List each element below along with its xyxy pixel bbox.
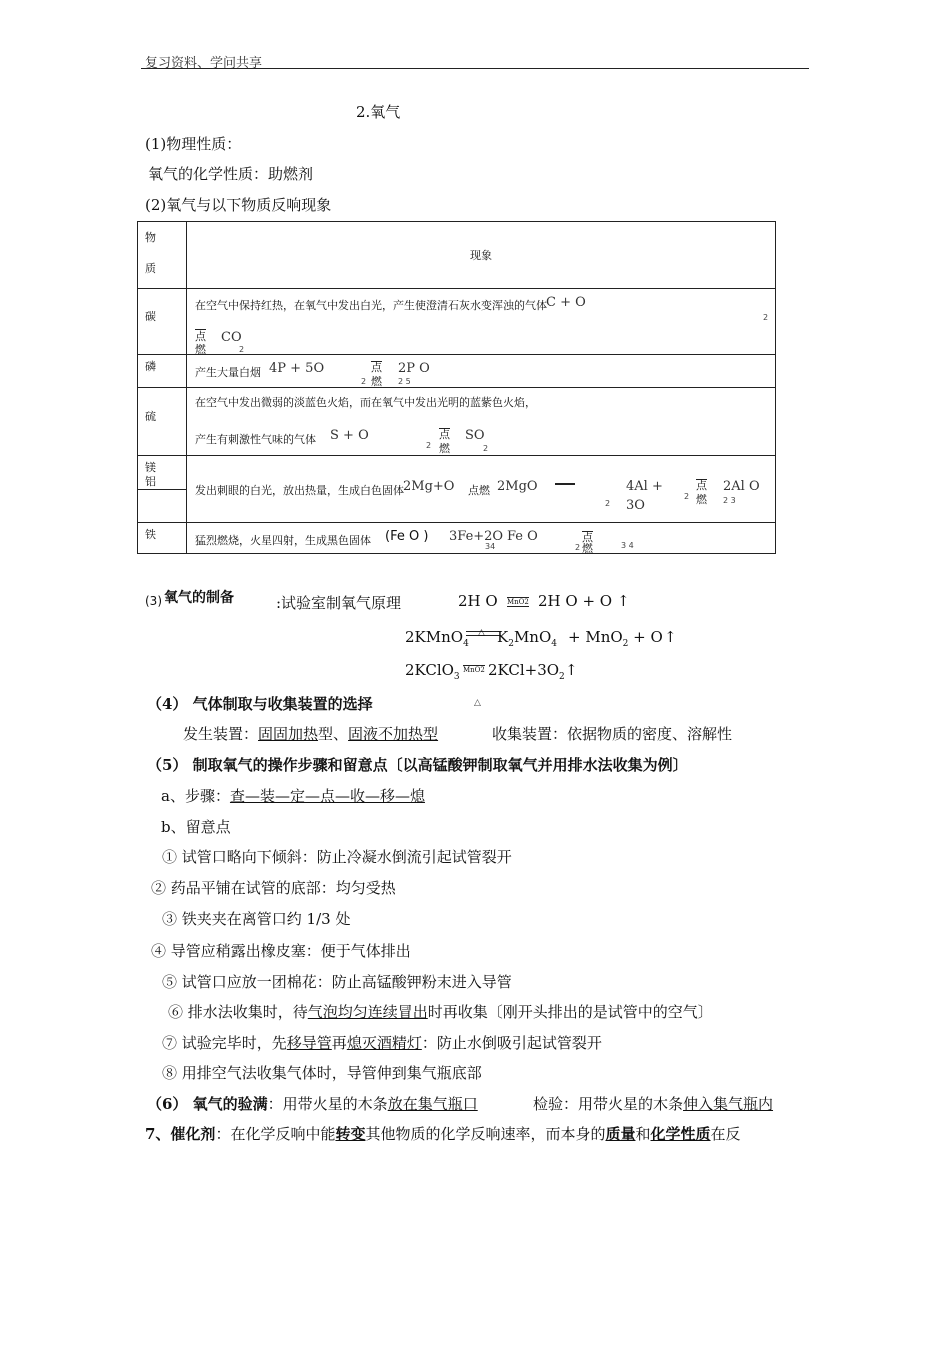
iron-name: 铁 <box>145 528 156 541</box>
phosphorus-sub-o: 2 <box>361 377 367 386</box>
iron-sub-o: 2 <box>575 543 581 552</box>
prep-eq1-left: 2H O <box>458 592 498 610</box>
al-product: 2Al O <box>723 479 760 494</box>
sec7-line: 7、催化剂：在化学反响中能转变其他物质的化学反响速率，而本身的质量和化学性质在反 <box>145 1125 741 1143</box>
sulfur-cond-2: 燃 <box>439 442 450 455</box>
note-6: ⑥ 排水法收集时，待气泡均匀连续冒出时再收集〔刚开头排出的是试管中的空气〕 <box>168 1003 713 1021</box>
sulfur-name: 硫 <box>145 410 156 423</box>
sulfur-product: SO <box>465 428 485 443</box>
prep-eq3-b: $2KCl+3O_2$ <box>488 661 565 682</box>
iron-product: Fe O <box>507 529 538 544</box>
header-rule <box>141 68 809 69</box>
phosphorus-equation: 4P + 5O <box>269 361 325 376</box>
note-5: ⑤ 试管口应放一团棉花：防止高锰酸钾粉末进入导管 <box>162 973 512 991</box>
prep-principle: :试验室制氧气原理 <box>276 594 402 612</box>
carbon-equation: C + O <box>546 295 586 310</box>
mg-product: 2MgO <box>497 479 538 494</box>
iron-formula: (Fe O ) <box>385 529 429 544</box>
al-equation-2: 3O <box>626 498 645 513</box>
sulfur-text-1: 在空气中发出微弱的淡蓝色火焰，而在氧气中发出光明的蓝紫色火焰， <box>195 396 536 409</box>
carbon-cond-2: 燃 <box>195 343 206 356</box>
header-substance-1: 物 <box>145 231 156 244</box>
mg-al-divider <box>138 489 187 490</box>
iron-overlay-digits: 34 <box>485 542 496 551</box>
note-8: ⑧ 用排空气法收集气体时，导管伸到集气瓶底部 <box>162 1064 482 1082</box>
prep-number: (3) <box>145 594 162 608</box>
iron-text: 猛烈燃烧，火星四射，生成黑色固体 <box>195 534 371 547</box>
mg-al-name-cell <box>138 456 187 523</box>
header-substance-2: 质 <box>145 262 156 275</box>
carbon-text: 在空气中保持红热，在氧气中发出白光，产生使澄清石灰水变浑浊的气体 <box>195 299 547 312</box>
sec6-check: 检验：用带火星的木条伸入集气瓶内 <box>533 1095 774 1113</box>
carbon-name-cell <box>138 289 187 355</box>
sec5-notes-label: b、留意点 <box>161 818 231 836</box>
sec5-steps: a、步骤：查—装—定—点—收—移—熄 <box>161 787 425 805</box>
phosphorus-name-cell <box>138 355 187 388</box>
mg-sub: 2 <box>605 499 611 508</box>
phosphorus-name: 磷 <box>145 360 156 373</box>
al-equation-1: 4Al + <box>626 479 663 494</box>
sulfur-cond-1: 点 <box>439 428 450 441</box>
al-cond-1: 点 <box>696 479 707 492</box>
table-row-mg-al <box>138 456 776 523</box>
section-title: 2.氧气 <box>356 103 401 121</box>
prep-eq3-arrow: ↑ <box>565 661 578 679</box>
al-sub-o: 2 <box>684 492 690 501</box>
sulfur-name-cell <box>138 388 187 456</box>
sulfur-text-2: 产生有刺激性气味的气体 <box>195 433 316 446</box>
mg-al-text: 发出刺眼的白光，放出热量，生成白色固体 <box>195 484 404 497</box>
carbon-product-sub: 2 <box>239 345 245 354</box>
sec5-title: （5） 制取氧气的操作步骤和留意点〔以高锰酸钾制取氧气并用排水法收集为例〕 <box>147 756 688 774</box>
iron-equation: 3Fe+2O <box>449 529 504 544</box>
phosphorus-text: 产生大量白烟 <box>195 366 261 379</box>
sulfur-product-sub: 2 <box>483 444 489 453</box>
phosphorus-cond-2: 燃 <box>371 375 382 388</box>
sec4-collector: 收集装置：依据物质的密度、溶解性 <box>492 725 733 743</box>
header-phenomenon-cell <box>187 222 776 289</box>
physical-property: (1)物理性质： <box>145 135 242 153</box>
table-row-carbon <box>138 289 776 355</box>
header-phenomenon: 现象 <box>470 249 492 262</box>
reaction-intro: (2)氧气与以下物质反响现象 <box>145 196 332 214</box>
prep-label: 氧气的制备 <box>164 590 234 606</box>
carbon-name: 碳 <box>145 310 156 323</box>
page-header: 复习资料、学问共享 <box>145 56 263 71</box>
sulfur-desc-cell <box>187 388 776 456</box>
prep-eq2-a: 2KMnO$_4$ <box>405 628 469 649</box>
table-row-sulfur <box>138 388 776 456</box>
chemical-property: 氧气的化学性质：助燃剂 <box>148 165 314 183</box>
prep-eq1-arrow: ↑ <box>617 592 630 610</box>
phosphorus-cond-1: 点 <box>371 361 382 374</box>
mg-al-desc-cell <box>187 456 776 523</box>
prep-eq2-b: $K_2MnO_4$ <box>497 628 558 649</box>
table-row-phosphorus <box>138 355 776 388</box>
sec4-title: （4） 气体制取与收集装置的选择 <box>147 695 373 713</box>
table-header-row <box>138 222 776 289</box>
iron-product-sub: 3 4 <box>621 541 634 550</box>
iron-cond-2: 燃 <box>582 542 593 555</box>
table-row-iron <box>138 523 776 554</box>
mg-equation: 2Mg+O <box>403 479 455 494</box>
reaction-table <box>137 221 776 554</box>
note-2: ② 药品平铺在试管的底部：均匀受热 <box>151 879 396 897</box>
note-7: ⑦ 试验完毕时，先移导管再熄灭酒精灯：防止水倒吸引起试管裂开 <box>162 1034 602 1052</box>
phosphorus-product: 2P O <box>398 361 430 376</box>
prep-eq3-a: 2KClO$_3$ <box>405 661 460 682</box>
al-cond-2: 燃 <box>696 493 707 506</box>
note-4: ④ 导管应稍露出橡皮塞：便于气体排出 <box>151 942 411 960</box>
carbon-desc-cell <box>187 289 776 355</box>
note-3: ③ 铁夹夹在离管口约 1/3 处 <box>162 910 351 928</box>
iron-cond-1: 点 <box>582 531 593 544</box>
prep-eq2-heat: △ <box>478 628 485 638</box>
carbon-sub: 2 <box>763 313 769 322</box>
mg-name: 镁 <box>145 461 156 474</box>
sec6-line: （6） 氧气的验满：用带火星的木条放在集气瓶口 <box>147 1095 478 1113</box>
header-substance-cell <box>138 222 187 289</box>
carbon-cond-1: 点 <box>195 330 206 343</box>
mg-condition: 点燃 <box>468 484 490 497</box>
prep-eq3-heat: △ <box>474 698 481 708</box>
carbon-product: CO <box>221 330 242 345</box>
iron-name-cell <box>138 523 187 554</box>
mg-equals-bar <box>555 483 575 485</box>
phosphorus-desc-cell <box>187 355 776 388</box>
phosphorus-product-sub: 2 5 <box>398 377 411 386</box>
prep-eq1-right: 2H O + O <box>538 592 613 610</box>
sulfur-equation: S + O <box>330 428 369 443</box>
al-name: 铝 <box>145 475 156 488</box>
prep-eq1-catalyst: MnO2 <box>507 598 529 606</box>
note-1: ① 试管口略向下倾斜：防止冷凝水倒流引起试管裂开 <box>162 848 512 866</box>
prep-eq2-arrow: ↑ <box>664 628 677 646</box>
sulfur-sub-o: 2 <box>426 441 432 450</box>
al-product-sub: 2 3 <box>723 496 736 505</box>
sec4-generator: 发生装置：固固加热型、固液不加热型 <box>183 725 439 743</box>
iron-desc-cell <box>187 523 776 554</box>
prep-eq3-catalyst: MnO2 <box>463 666 485 674</box>
prep-eq2-c: + MnO$_2$ + O <box>568 628 663 649</box>
